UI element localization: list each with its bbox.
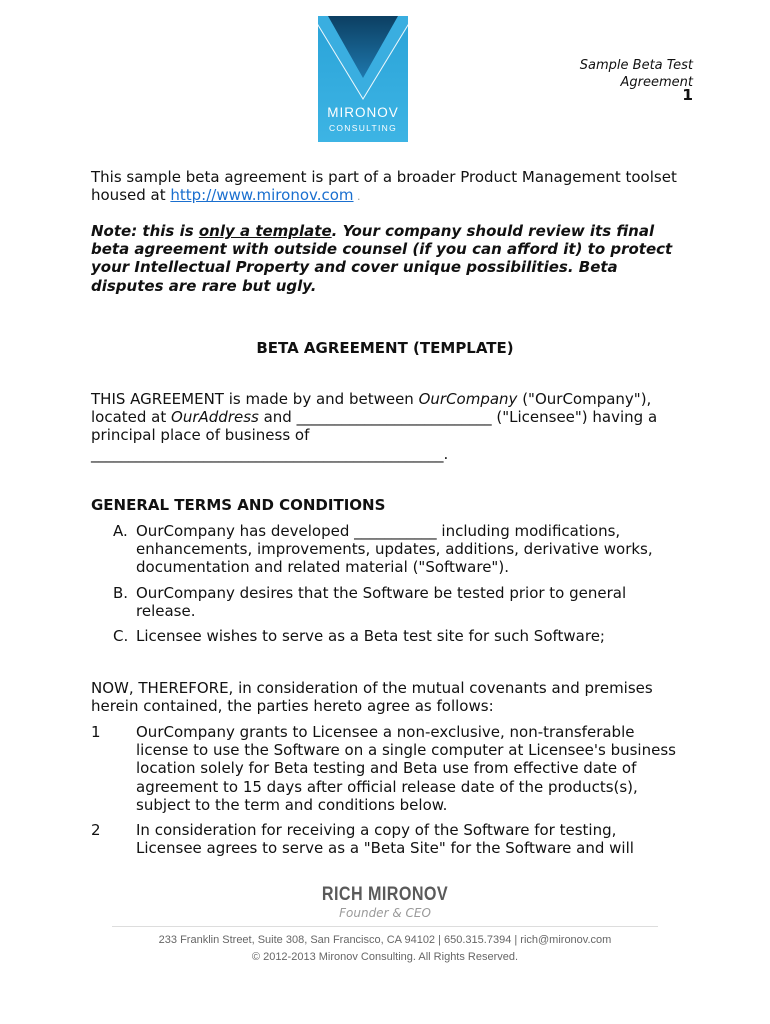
agreement-part-4: _______________________________________________.: [91, 444, 449, 463]
now-therefore-paragraph: NOW, THEREFORE, in consideration of the mutual covenants and premises herein contained, the parties hereto agree as follows:: [91, 679, 653, 716]
general-terms-heading: GENERAL TERMS AND CONDITIONS: [91, 496, 386, 514]
footer-divider: [112, 926, 658, 927]
note-underlined: only a template: [198, 222, 332, 240]
company-logo: [318, 16, 408, 142]
page-number: 1: [682, 86, 693, 104]
list-text: OurCompany has developed ___________ including modifications, enhancements, improvements, updates, additions, derivative works, documentation and related material ("Software").: [136, 522, 653, 577]
footer-copyright: © 2012-2013 Mironov Consulting. All Rights Reserved.: [251, 951, 519, 963]
agreement-part-1: THIS AGREEMENT is made by and between: [91, 390, 419, 408]
clause-text: OurCompany grants to Licensee a non-exclusive, non-transferable license to use the Software on a single computer at Licensee's business location solely for Beta testing and Beta use from effective date of agreement to 15 days after official release date of the products(s), subject to the term and conditions below.: [136, 723, 676, 814]
note-rest: . Your company should review its final beta agreement with outside counsel (if you can afford it) to protect your Intellectual Property and cover unique possibilities. Beta disputes are rare but ugly.: [91, 222, 673, 295]
agreement-paragraph: [91, 390, 691, 463]
list-text: OurCompany desires that the Software be tested prior to general release.: [136, 584, 627, 621]
list-item: [113, 627, 673, 645]
list-marker: C.: [113, 627, 129, 645]
clause-text: In consideration for receiving a copy of the Software for testing, Licensee agrees to serve as a "Beta Site" for the Software and will: [136, 821, 634, 858]
note-prefix: Note: this is: [91, 222, 199, 240]
agreement-company: OurCompany: [418, 390, 518, 408]
list-marker: A.: [113, 522, 128, 540]
footer-name: RICH MIRONOV: [321, 884, 449, 905]
page-header-title: [493, 57, 693, 91]
agreement-part-3: and __________________________ ("Licensee") having a principal place of business of: [91, 408, 658, 445]
clause-number: 1: [91, 723, 101, 741]
clause-item: [91, 821, 681, 857]
clause-number: 2: [91, 821, 101, 839]
website-link[interactable]: http://www.mironov.com: [170, 186, 354, 205]
intro-paragraph: [91, 168, 691, 206]
list-item: [113, 584, 673, 620]
list-text: Licensee wishes to serve as a Beta test site for such Software;: [136, 627, 605, 645]
footer-contact: 233 Franklin Street, Suite 308, San Francisco, CA 94102 | 650.315.7394 | rich@mironov.com: [158, 934, 612, 946]
template-note: [91, 222, 691, 295]
agreement-part-2: ("OurCompany"), located at: [91, 390, 652, 427]
header-title-line-1: Sample Beta Test: [579, 58, 693, 73]
intro-text: This sample beta agreement is part of a broader Product Management toolset housed at: [91, 168, 677, 205]
clause-item: [91, 723, 681, 814]
footer-role: Founder & CEO: [339, 906, 431, 920]
list-item: [113, 522, 673, 577]
logo-name: MIRONOV: [327, 105, 399, 120]
agreement-address: OurAddress: [171, 408, 259, 427]
logo-subtitle: CONSULTING: [328, 123, 398, 133]
list-marker: B.: [113, 584, 129, 602]
intro-trailing: .: [353, 190, 361, 204]
header-title-line-2: Agreement: [620, 75, 693, 90]
document-title: BETA AGREEMENT (TEMPLATE): [256, 339, 514, 357]
